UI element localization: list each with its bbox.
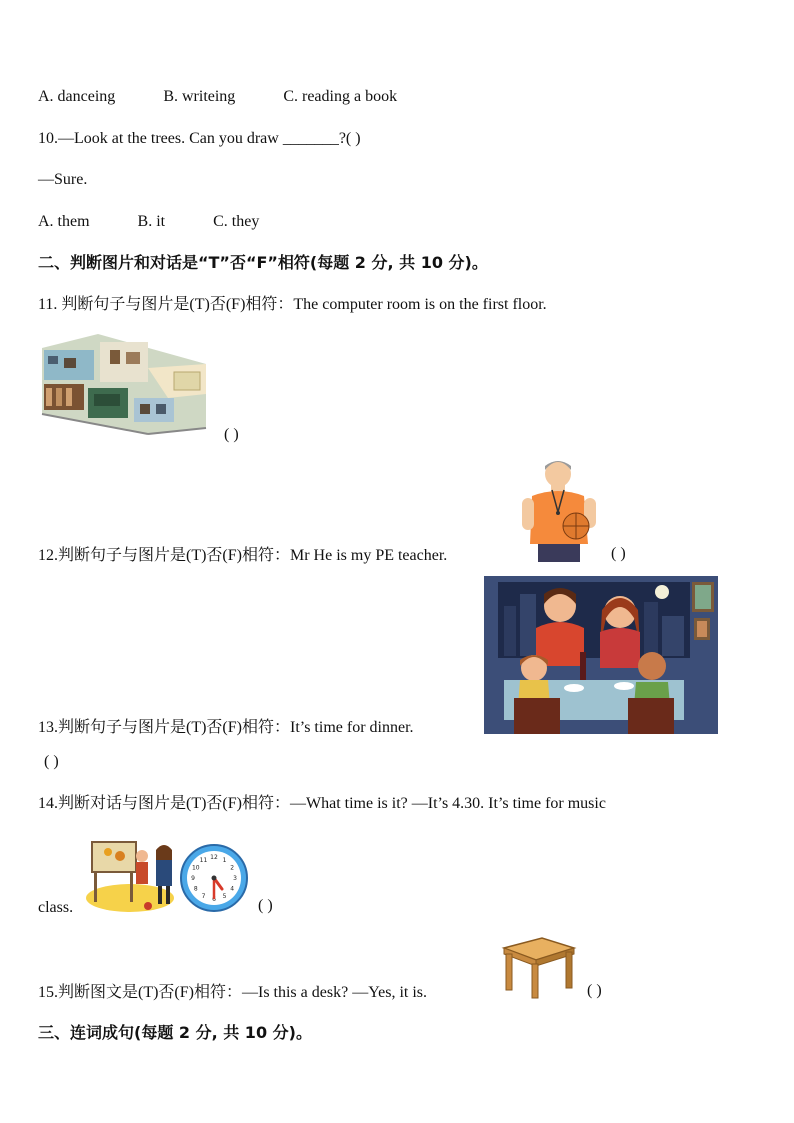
q14-text: 14.判断对话与图片是(T)否(F)相符：—What time is it? —It’s 4.30. It’s time for music: [38, 795, 606, 812]
school-building-image: [38, 328, 212, 436]
section-2-title: 二、判断图片和对话是“T”否“F”相符(每题 2 分, 共 10 分)。: [38, 253, 488, 272]
q13-answer-parentheses[interactable]: ( ): [44, 753, 59, 770]
q11-text: 11. 判断句子与图片是(T)否(F)相符：The computer room is on the first floor.: [38, 296, 547, 313]
q9-option-c: C. reading a book: [283, 88, 398, 105]
clock-number: 6: [212, 896, 216, 903]
clock-number: 2: [230, 864, 235, 872]
art-class-image: [84, 832, 178, 916]
q12-text: 12.判断句子与图片是(T)否(F)相符：Mr He is my PE teacher.: [38, 547, 448, 564]
clock-number: 7: [201, 893, 206, 901]
desk-image: [498, 934, 578, 1000]
clock-number: 5: [222, 893, 227, 901]
clock-number: 12: [210, 854, 218, 861]
clock-number: 11: [199, 856, 208, 864]
q10-answer: —Sure.: [38, 171, 88, 188]
q10-option-b: B. it: [137, 213, 166, 230]
q13-text: 13.判断句子与图片是(T)否(F)相符：It’s time for dinner.: [38, 719, 414, 736]
clock-number: 10: [191, 864, 200, 872]
q12-answer-parentheses[interactable]: ( ): [611, 545, 626, 562]
q9-option-b: B. writeing: [163, 88, 236, 105]
q10-question: 10.—Look at the trees. Can you draw _______?( ): [38, 130, 361, 147]
clock-number: 3: [233, 875, 237, 882]
q9-option-a: A. danceing: [38, 88, 116, 105]
clock-number: 9: [191, 875, 195, 882]
clock-number: 4: [230, 885, 235, 893]
q15-text: 15.判断图文是(T)否(F)相符：—Is this a desk? —Yes, it is.: [38, 984, 428, 1001]
q15-answer-parentheses[interactable]: ( ): [587, 982, 602, 999]
q14-answer-parentheses[interactable]: ( ): [258, 897, 273, 914]
section-3-title: 三、连词成句(每题 2 分, 共 10 分)。: [38, 1023, 312, 1042]
q10-option-a: A. them: [38, 213, 90, 230]
q11-answer-parentheses[interactable]: ( ): [224, 426, 239, 443]
clock-number: 1: [222, 856, 227, 864]
family-dinner-image: [484, 576, 718, 734]
clock-icon: [178, 842, 250, 914]
q10-option-c: C. they: [213, 213, 260, 230]
q10-options: [38, 212, 303, 232]
q9-options: [38, 87, 441, 107]
q14-text-continued: class.: [38, 899, 74, 916]
clock-number: 8: [193, 885, 198, 893]
pe-teacher-image: [518, 456, 600, 562]
